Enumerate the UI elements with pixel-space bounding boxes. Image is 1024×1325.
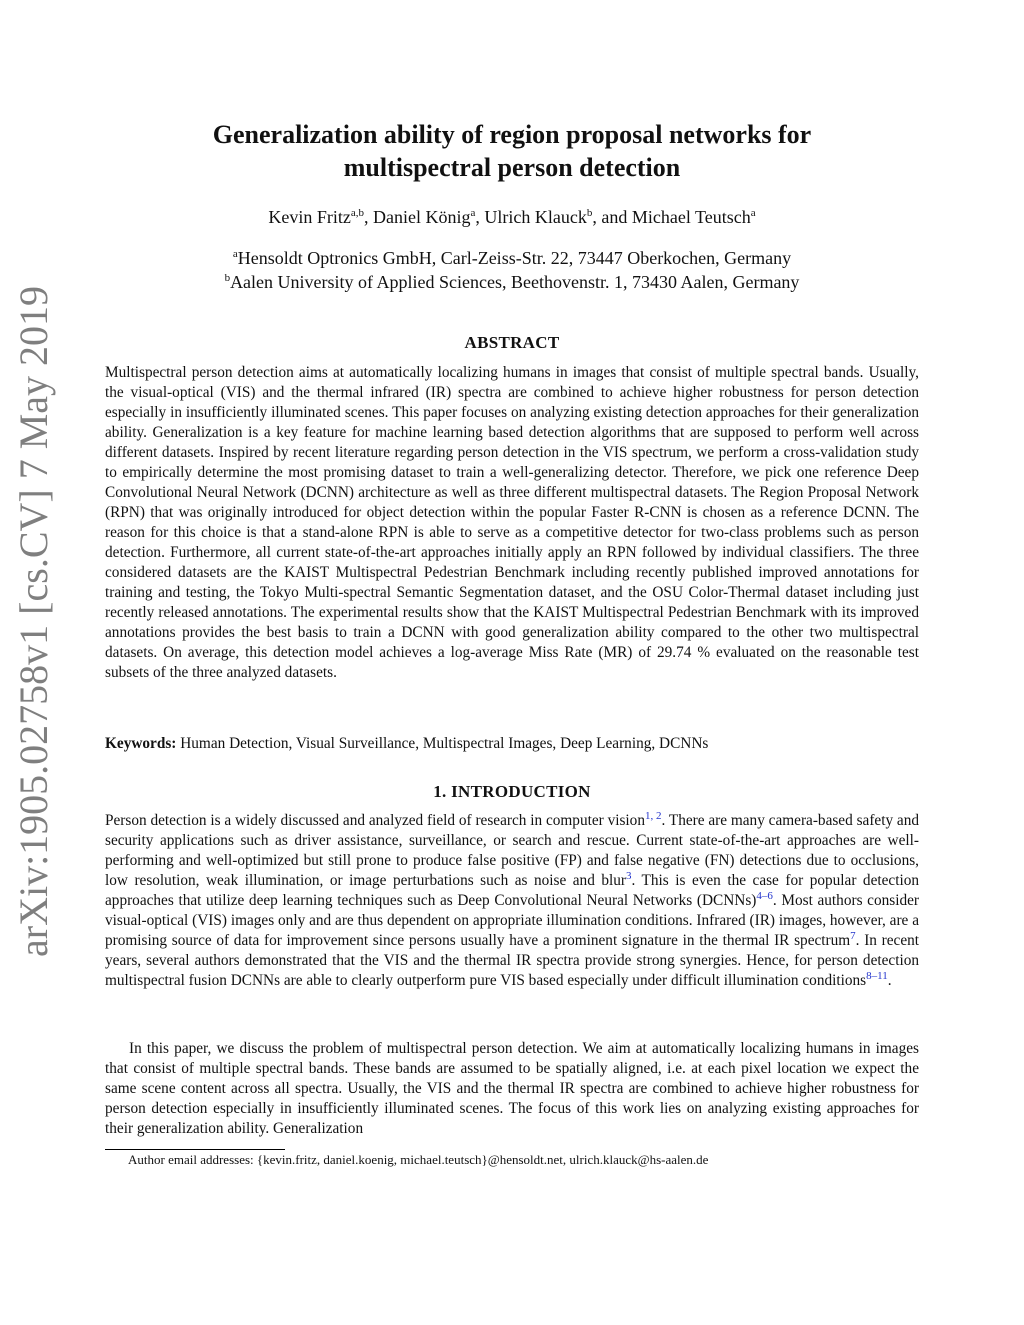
citation-link[interactable]: 3 (626, 869, 632, 882)
keywords-label: Keywords: (105, 735, 177, 752)
introduction-paragraph-1: Person detection is a widely discussed and analyzed field of research in computer vision$^{1, 2}$. There are many camera-based safety and security applications such as driver assistance, surveillance, or search and rescue. Current state-of-the-art approaches are well-performing and well-optimized but still prone to produce false positive (FP) and false negative (FN) detections due to occlusions, low resolution, weak illumination, or image perturbations such as noise and blur$^3$. This is even the case for popular detection approaches that utilize deep learning techniques such as Deep Convolutional Neural Networks (DCNNs)$^{4-6}$. Most authors consider visual-optical (VIS) images only and are thus dependent on appropriate illumination conditions. Infrared (IR) images, however, are a promising source of data for improvement since persons usually have a prominent signature in the thermal IR spectrum$^7$. In recent years, several authors demonstrated that the VIS and the thermal IR spectra provide strong synergies. Hence, for person detection multispectral fusion DCNNs are able to clearly outperform pure VIS based especially under difficult illumination conditions$^{8-11}$. (105, 809, 920, 989)
citation-link[interactable]: 8–11 (866, 969, 888, 982)
footnote-rule (105, 1149, 285, 1150)
author-name: Daniel König (373, 207, 471, 227)
keywords-line (105, 734, 919, 754)
citation-link[interactable]: 1, 2 (644, 809, 662, 822)
citation-link[interactable]: 7 (850, 929, 856, 942)
introduction-heading: 1. INTRODUCTION (433, 782, 591, 801)
author-affiliation-mark: a (470, 207, 476, 219)
citation-link[interactable]: 4–6 (756, 889, 773, 902)
introduction-paragraph-2: In this paper, we discuss the problem of multispectral person detection. We aim at automatically localizing humans in images that consist of multiple spectral bands. These bands are assumed to be spatially aligned, i.e. at each pixel location we expect the same scene content across all spectra. Usually, the VIS and the thermal IR spectra are combined to achieve higher robustness for person detection especially in insufficiently illuminated scenes. The focus of this work lies on analyzing existing approaches for their generalization ability. Generalization (105, 1040, 919, 1137)
abstract-heading: ABSTRACT (464, 333, 560, 352)
author-name: Michael Teutsch (631, 207, 751, 227)
author-name: Kevin Fritz (268, 207, 351, 227)
arxiv-side-identifier: arXiv:1905.02758v1 [cs.CV] 7 May 2019 (11, 285, 56, 957)
author-email-footnote: Author email addresses: {kevin.fritz, daniel.koenig, michael.teutsch}@hensoldt.net, ulrich.klauck@hs-aalen.de (128, 1152, 709, 1167)
author-affiliation-mark: a,b (350, 207, 365, 219)
affiliation-text: Hensoldt Optronics GmbH, Carl-Zeiss-Str. 22, 73447 Oberkochen, Germany (237, 248, 792, 268)
affiliation-text: Aalen University of Applied Sciences, Beethovenstr. 1, 73430 Aalen, Germany (230, 272, 800, 292)
affiliation-mark: b (224, 272, 231, 284)
abstract-text: Multispectral person detection aims at automatically localizing humans in images that consist of multiple spectral bands. Usually, the visual-optical (VIS) and the thermal infrared (IR) spectra are combined to achieve higher robustness for person detection especially in insufficiently illuminated scenes. This paper focuses on analyzing existing detection approaches for their generalization ability. Generalization is a key feature for machine learning based detection algorithms that are supposed to perform well across different datasets. Inspired by recent literature regarding person detection in the VIS spectrum, we perform a cross-validation study to empirically determine the most promising dataset to train a well-generalizing detector. Therefore, we pick one reference Deep Convolutional Neural Network (DCNN) architecture as well as three different multispectral datasets. The Region Proposal Network (RPN) that was originally introduced for object detection within the popular Faster R-CNN is chosen as a reference DCNN. The reason for this choice is that a stand-alone RPN is able to serve as a competitive detector for two-class problems such as person detection. Furthermore, all current state-of-the-art approaches initially apply an RPN followed by individual classifiers. The three considered datasets are the KAIST Multispectral Pedestrian Benchmark including recently published improved annotations for training and testing, the Tokyo Multi-spectral Semantic Segmentation dataset, and the OSU Color-Thermal dataset including just recently released annotations. The experimental results show that the KAIST Multispectral Pedestrian Benchmark with its improved annotations provides the best basis to train a DCNN with good generalization ability compared to the other two multispectral datasets. On average, this detection model achieves a log-average Miss Rate (MR) of 29.74 % evaluated on the reasonable test subsets of the three analyzed datasets. (105, 364, 919, 681)
affiliation-line (120, 246, 904, 270)
paper-title: Generalization ability of region proposal networks for multispectral person detection (212, 120, 812, 182)
author-list: Kevin Fritz$^{a,b}$, Daniel König$^a$, Ulrich Klauck$^b$, and Michael Teutsch$^a$ (268, 207, 756, 227)
author-affiliation-mark: b (586, 207, 593, 219)
author-affiliation-mark: a (750, 207, 756, 219)
affiliation-list (120, 246, 904, 294)
keywords-text: Human Detection, Visual Surveillance, Multispectral Images, Deep Learning, DCNNs (180, 735, 709, 752)
affiliation-line (120, 270, 904, 294)
affiliation-mark: a (232, 248, 238, 260)
author-name: Ulrich Klauck (484, 207, 587, 227)
